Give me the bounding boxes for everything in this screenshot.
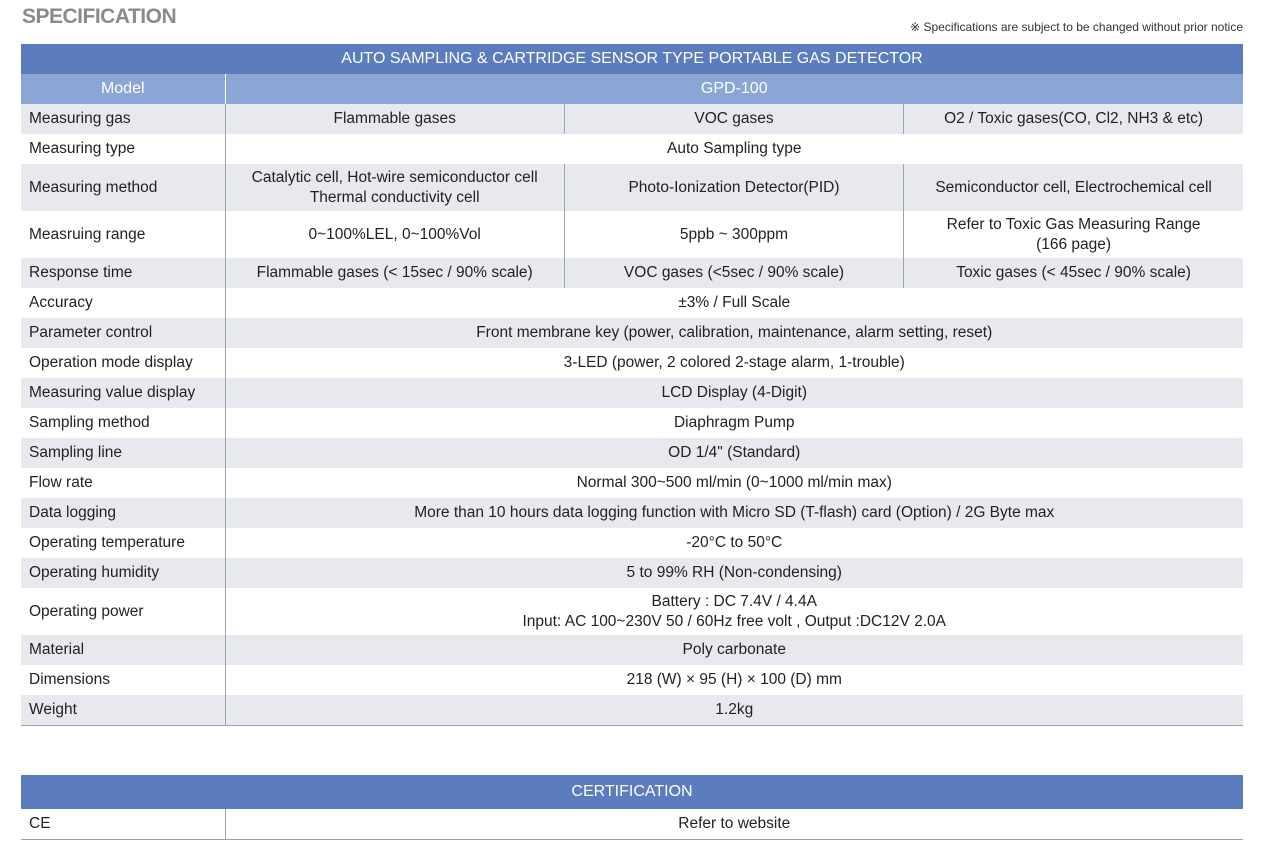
cell-flammable: Flammable gases xyxy=(225,104,564,134)
measuring-method-row xyxy=(21,164,1243,211)
parameter-control-row xyxy=(21,318,1243,348)
row-label: Accuracy xyxy=(21,288,225,318)
cell-line: (166 page) xyxy=(1036,235,1112,253)
measuring-type-row xyxy=(21,134,1243,164)
operating-temperature-row xyxy=(21,528,1243,558)
row-value: Poly carbonate xyxy=(225,635,1243,665)
cell-line: Thermal conductivity cell xyxy=(309,188,480,206)
row-value: OD 1/4" (Standard) xyxy=(225,438,1243,468)
row-value: -20°C to 50°C xyxy=(225,528,1243,558)
row-value: Front membrane key (power, calibration, maintenance, alarm setting, reset) xyxy=(225,318,1243,348)
flow-rate-row xyxy=(21,468,1243,498)
row-label: Weight xyxy=(21,695,225,726)
row-value: 1.2kg xyxy=(225,695,1243,726)
cell-voc: VOC gases (<5sec / 90% scale) xyxy=(564,258,903,288)
sampling-line-row xyxy=(21,438,1243,468)
row-value: Auto Sampling type xyxy=(225,134,1243,164)
row-value: Refer to website xyxy=(225,809,1243,840)
cell-flammable xyxy=(225,164,564,211)
model-label: Model xyxy=(21,74,225,104)
response-time-row xyxy=(21,258,1243,288)
row-label: Flow rate xyxy=(21,468,225,498)
cell-flammable: Flammable gases (< 15sec / 90% scale) xyxy=(225,258,564,288)
model-value: GPD-100 xyxy=(225,74,1243,104)
row-value: ±3% / Full Scale xyxy=(225,288,1243,318)
operating-power-row xyxy=(21,588,1243,635)
row-value: LCD Display (4-Digit) xyxy=(225,378,1243,408)
measuring-value-display-row xyxy=(21,378,1243,408)
material-row xyxy=(21,635,1243,665)
row-value: 218 (W) × 95 (H) × 100 (D) mm xyxy=(225,665,1243,695)
row-label: Operating power xyxy=(21,588,225,635)
cell-line: Battery : DC 7.4V / 4.4A xyxy=(651,592,817,610)
cell-line: Refer to Toxic Gas Measuring Range xyxy=(946,215,1201,233)
measuring-gas-row xyxy=(21,104,1243,134)
row-label: Measuring method xyxy=(21,164,225,211)
row-label: Measuring value display xyxy=(21,378,225,408)
row-value xyxy=(225,588,1243,635)
spec-notice: ※ Specifications are subject to be changed without prior notice xyxy=(910,20,1243,34)
row-value: Normal 300~500 ml/min (0~1000 ml/min max) xyxy=(225,468,1243,498)
row-label: Measuring type xyxy=(21,134,225,164)
row-label: Sampling method xyxy=(21,408,225,438)
weight-row xyxy=(21,695,1243,726)
accuracy-row xyxy=(21,288,1243,318)
row-label: Operating humidity xyxy=(21,558,225,588)
cell-toxic: Semiconductor cell, Electrochemical cell xyxy=(904,164,1243,211)
dimensions-row xyxy=(21,665,1243,695)
row-value: More than 10 hours data logging function with Micro SD (T-flash) card (Option) / 2G Byte max xyxy=(225,498,1243,528)
model-row xyxy=(21,74,1243,104)
row-label: Operating temperature xyxy=(21,528,225,558)
cert-title-row xyxy=(21,775,1243,809)
cell-line: Catalytic cell, Hot-wire semiconductor cell xyxy=(251,168,538,186)
cell-toxic: O2 / Toxic gases(CO, Cl2, NH3 & etc) xyxy=(904,104,1243,134)
cell-toxic: Toxic gases (< 45sec / 90% scale) xyxy=(904,258,1243,288)
operating-humidity-row xyxy=(21,558,1243,588)
cell-toxic xyxy=(904,211,1243,258)
specification-table xyxy=(21,44,1243,726)
operation-mode-display-row xyxy=(21,348,1243,378)
sampling-method-row xyxy=(21,408,1243,438)
row-label: Sampling line xyxy=(21,438,225,468)
row-label: CE xyxy=(21,809,225,840)
row-label: Operation mode display xyxy=(21,348,225,378)
certification-table xyxy=(21,775,1243,840)
page-heading: SPECIFICATION xyxy=(22,5,177,28)
ce-row xyxy=(21,809,1243,840)
measuring-range-row xyxy=(21,211,1243,258)
spec-title-row xyxy=(21,44,1243,74)
row-value: Diaphragm Pump xyxy=(225,408,1243,438)
row-label: Material xyxy=(21,635,225,665)
row-label: Measruing range xyxy=(21,211,225,258)
cell-flammable: 0~100%LEL, 0~100%Vol xyxy=(225,211,564,258)
cell-line: Input: AC 100~230V 50 / 60Hz free volt , Output :DC12V 2.0A xyxy=(522,612,946,630)
row-value: 3-LED (power, 2 colored 2-stage alarm, 1-trouble) xyxy=(225,348,1243,378)
row-label: Parameter control xyxy=(21,318,225,348)
data-logging-row xyxy=(21,498,1243,528)
cell-voc: VOC gases xyxy=(564,104,903,134)
row-value: 5 to 99% RH (Non-condensing) xyxy=(225,558,1243,588)
spec-title: AUTO SAMPLING & CARTRIDGE SENSOR TYPE PORTABLE GAS DETECTOR xyxy=(21,44,1243,74)
row-label: Measuring gas xyxy=(21,104,225,134)
row-label: Dimensions xyxy=(21,665,225,695)
cell-voc: Photo-Ionization Detector(PID) xyxy=(564,164,903,211)
row-label: Response time xyxy=(21,258,225,288)
row-label: Data logging xyxy=(21,498,225,528)
cert-title: CERTIFICATION xyxy=(21,775,1243,809)
cell-voc: 5ppb ~ 300ppm xyxy=(564,211,903,258)
